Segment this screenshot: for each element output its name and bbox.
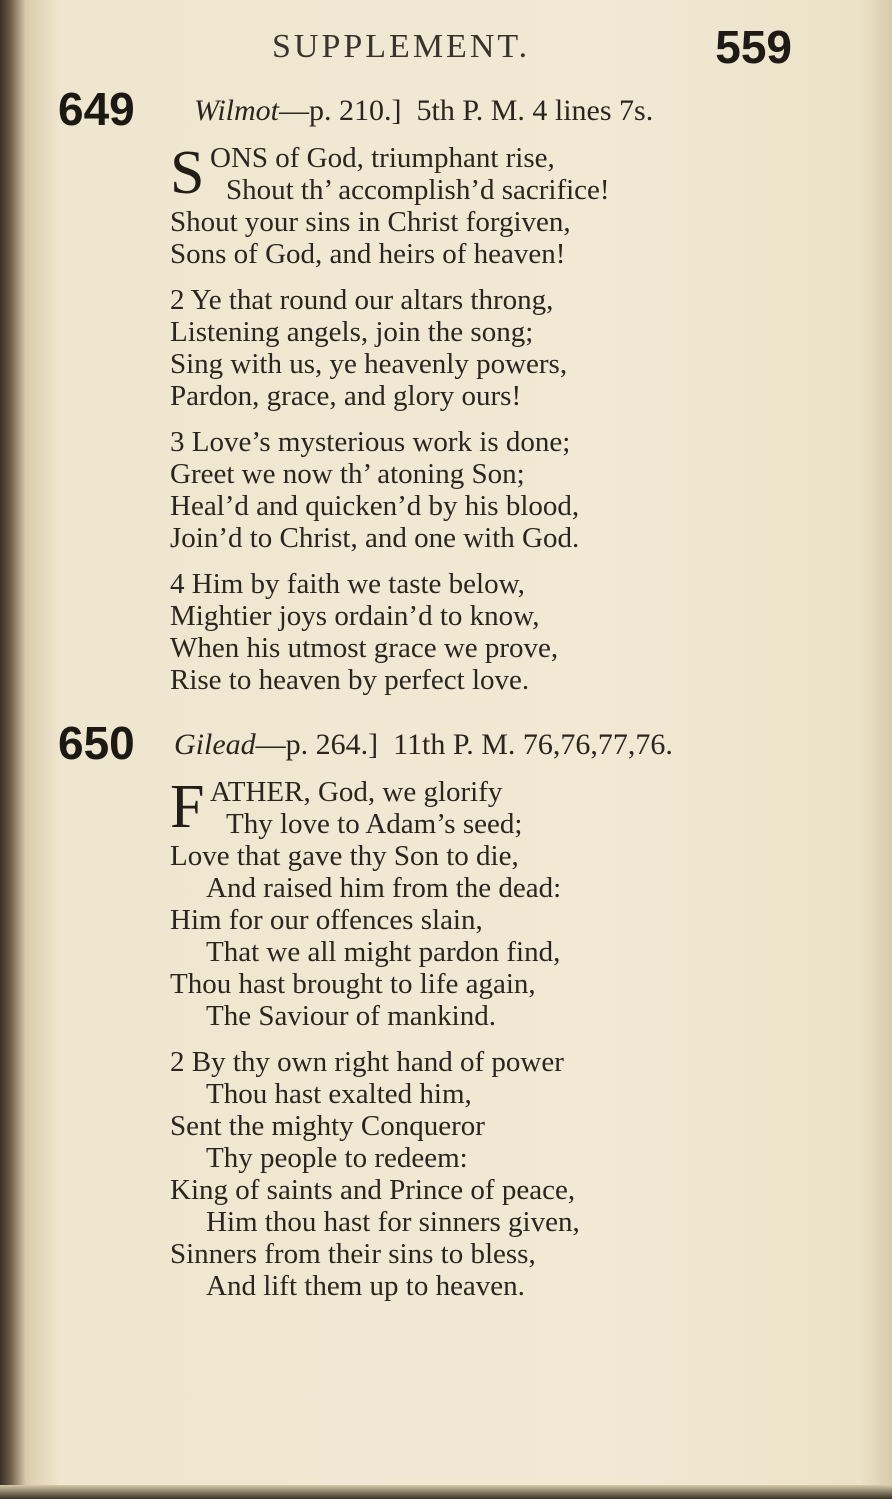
hymn-line: ONS of God, triumphant rise, (210, 142, 555, 174)
tune-page-ref: —p. 264.] (255, 728, 379, 761)
hymn-649 (58, 82, 858, 710)
hymn-line: Mightier joys ordain’d to know, (170, 600, 540, 632)
stanza-3 (170, 426, 858, 554)
hymn-line: Him for our offences slain, (170, 904, 483, 936)
hymn-line: Listening angels, join the song; (170, 316, 534, 348)
hymn-line: And raised him from the dead: (206, 872, 562, 904)
hymn-line: Rise to heaven by perfect love. (170, 664, 530, 696)
tune-reference (174, 728, 673, 762)
hymn-number: 649 (58, 83, 135, 135)
hymn-line: And lift them up to heaven. (206, 1270, 525, 1302)
hymn-number: 650 (58, 717, 135, 769)
hymn-line: Love that gave thy Son to die, (170, 840, 519, 872)
hymn-heading (58, 716, 858, 776)
stanza-2 (170, 284, 858, 412)
tune-name: Wilmot (194, 94, 280, 127)
hymn-line: 2 Ye that round our altars throng, (170, 284, 554, 316)
hymn-line: Join’d to Christ, and one with God. (170, 522, 580, 554)
hymn-heading (58, 82, 858, 142)
hymn-line: Sons of God, and heirs of heaven! (170, 238, 566, 270)
hymn-line: 2 By thy own right hand of power (170, 1046, 564, 1078)
meter: 11th P. M. 76,76,77,76. (393, 728, 673, 761)
hymn-line: Pardon, grace, and glory ours! (170, 380, 522, 412)
page-bottom-edge (0, 1485, 892, 1499)
hymn-line: ATHER, God, we glorify (210, 776, 503, 808)
drop-cap: F (170, 773, 205, 841)
hymn-line: That we all might pardon find, (206, 936, 561, 968)
hymn-line: Sinners from their sins to bless, (170, 1238, 536, 1270)
tune-reference (194, 94, 653, 128)
tune-name: Gilead (174, 728, 256, 761)
section-title: SUPPLEMENT. (272, 28, 531, 65)
hymn-line: Thou hast brought to life again, (170, 968, 536, 1000)
hymn-line: Thy people to redeem: (206, 1142, 468, 1174)
hymn-line: Shout your sins in Christ forgiven, (170, 206, 571, 238)
hymn-line: Sing with us, ye heavenly powers, (170, 348, 568, 380)
page-number: 559 (715, 21, 792, 73)
hymn-line: King of saints and Prince of peace, (170, 1174, 576, 1206)
stanza-1 (170, 139, 858, 270)
hymn-line: Thy love to Adam’s seed; (226, 808, 523, 840)
running-head (272, 20, 792, 73)
hymn-line: 3 Love’s mysterious work is done; (170, 426, 571, 458)
meter: 5th P. M. 4 lines 7s. (416, 94, 654, 127)
hymn-line: Shout th’ accomplish’d sacrifice! (226, 174, 610, 206)
drop-cap: S (170, 139, 205, 207)
stanza-2 (170, 1046, 858, 1302)
hymn-line: When his utmost grace we prove, (170, 632, 559, 664)
hymn-line: Sent the mighty Conqueror (170, 1110, 485, 1142)
hymn-line: Him thou hast for sinners given, (206, 1206, 580, 1238)
hymn-line: Heal’d and quicken’d by his blood, (170, 490, 580, 522)
hymn-line: The Saviour of mankind. (206, 1000, 496, 1032)
hymn-650 (58, 716, 858, 1316)
stanza-4 (170, 568, 858, 696)
hymn-line: Thou hast exalted him, (206, 1078, 472, 1110)
stanza-1 (170, 773, 858, 1032)
hymn-line: Greet we now th’ atoning Son; (170, 458, 525, 490)
tune-page-ref: —p. 210.] (279, 94, 402, 127)
hymn-line: 4 Him by faith we taste below, (170, 568, 525, 600)
